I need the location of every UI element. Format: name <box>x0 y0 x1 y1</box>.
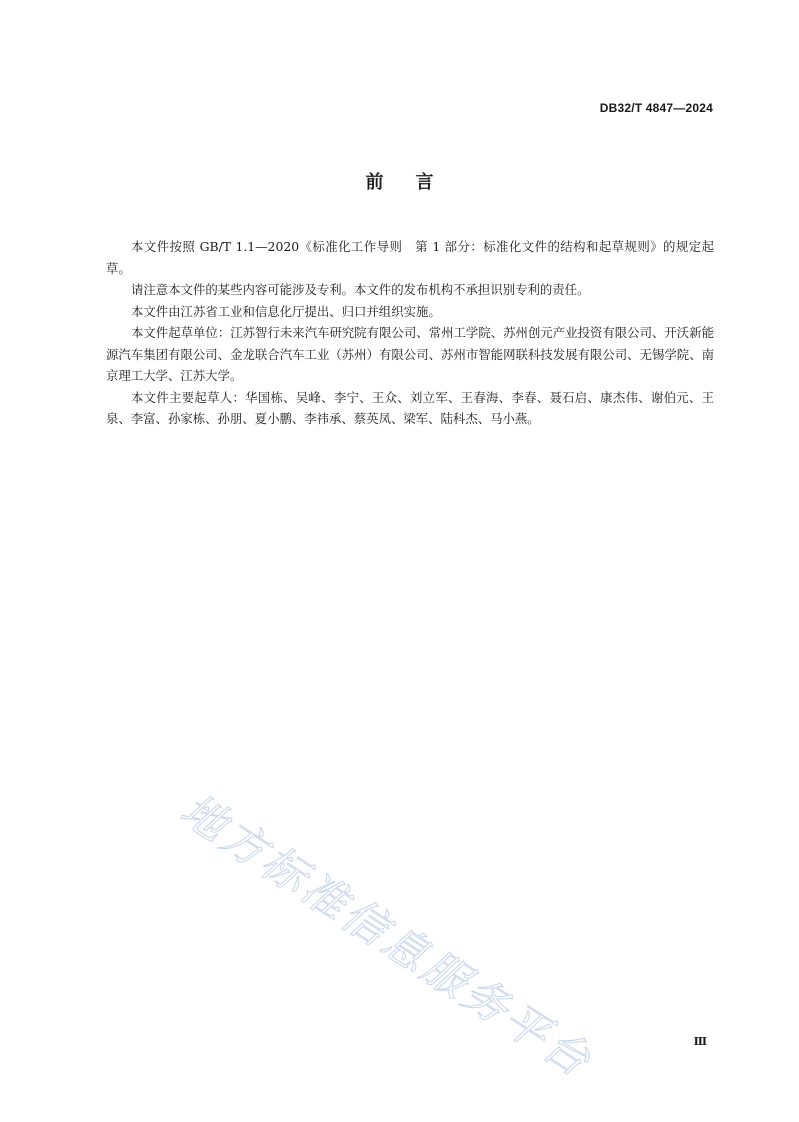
watermark-text: 地方标准信息服务平台 <box>171 784 602 1089</box>
paragraph-patent-notice: 请注意本文件的某些内容可能涉及专利。本文件的发布机构不承担识别专利的责任。 <box>131 282 590 297</box>
standard-code: DB32/T 4847—2024 <box>599 101 713 115</box>
paragraph-drafting-basis: 本文件按照 GB/T 1.1—2020《标准化工作导则 第 1 部分：标准化文件的结构和起草规则》的规定起草。 <box>106 239 714 276</box>
page-number: Ⅲ <box>693 1035 707 1048</box>
paragraph-proposer: 本文件由江苏省工业和信息化厅提出、归口并组织实施。 <box>131 303 441 319</box>
paragraph-drafters: 本文件主要起草人：华国栋、吴峰、李宁、王众、刘立军、王春海、李春、聂石启、康杰伟、谢伯元、王泉、李富、孙家栋、孙朋、夏小鹏、李祎承、蔡英凤、梁军、陆科杰、马小燕。 <box>106 389 714 426</box>
paragraph-drafting-units: 本文件起草单位：江苏智行未来汽车研究院有限公司、常州工学院、苏州创元产业投资有限公司、开沃新能源汽车集团有限公司、金龙联合汽车工业（苏州）有限公司、苏州市智能网联科技发展有限公司、无锡学院、南京理工大学、江苏大学。 <box>106 325 714 383</box>
page-title: 前言 <box>365 172 466 193</box>
document-body <box>106 236 714 430</box>
